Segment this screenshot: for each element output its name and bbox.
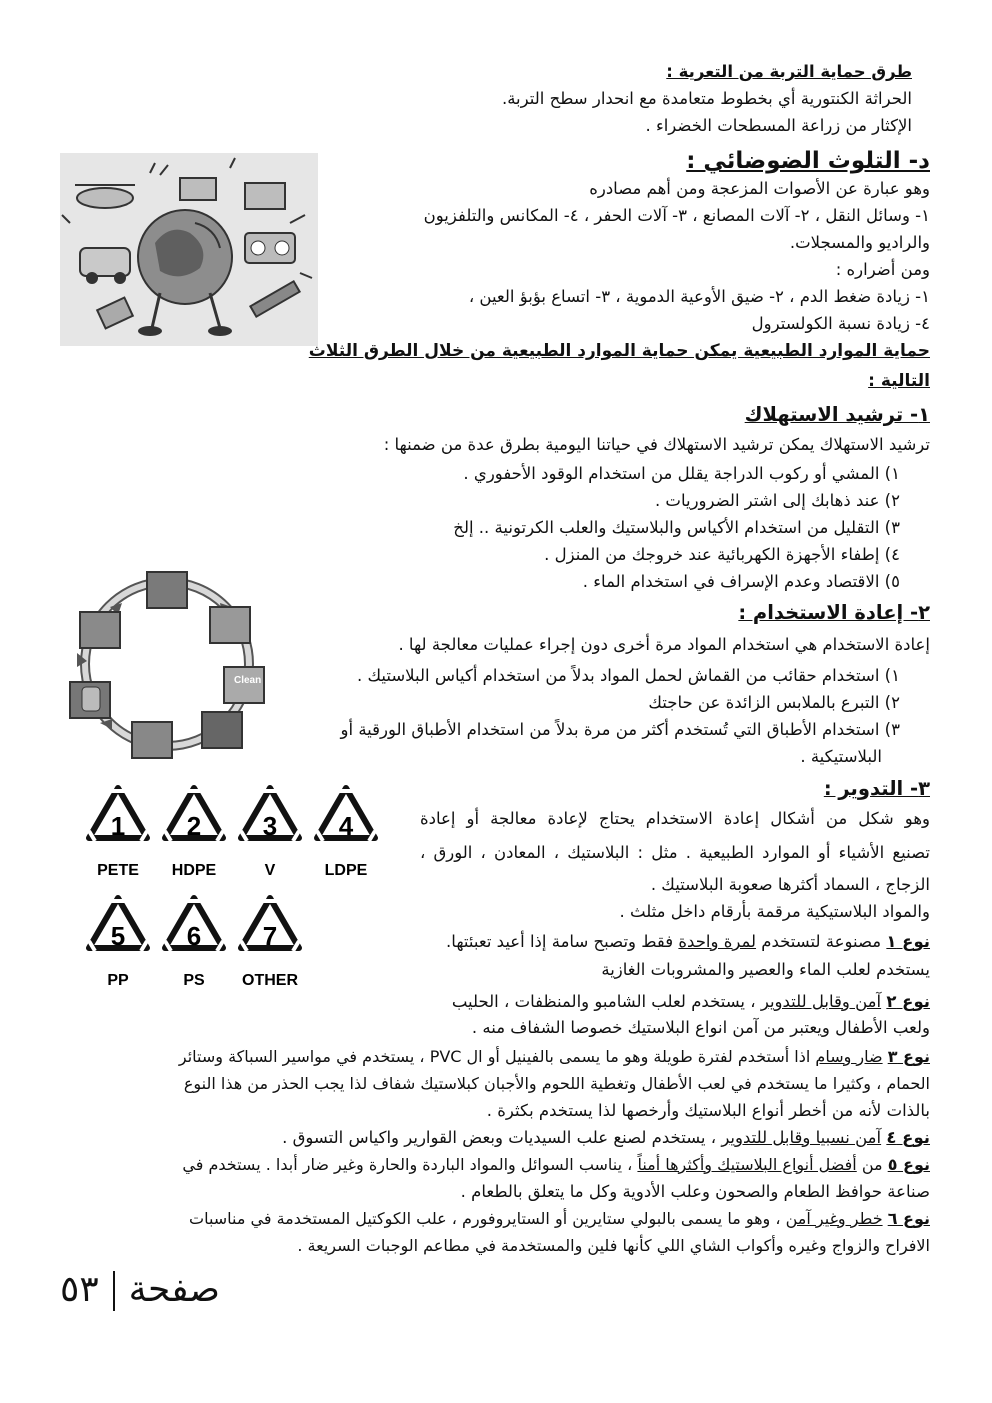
noise-sources-2: والراديو والمسجلات. <box>789 233 930 252</box>
recycling-p4: والمواد البلاستيكية مرقمة بأرقام داخل مثلث . <box>619 902 930 921</box>
soil-line-1: الحراثة الكنتورية أي بخطوط متعامدة مع انحدار سطح التربة. <box>501 89 912 108</box>
reuse-intro: إعادة الاستخدام هي استخدام المواد مرة أخرى دون إجراء عمليات معالجة لها . <box>398 635 930 654</box>
page-word: صفحة <box>128 1269 220 1310</box>
rationing-intro: ترشيد الاستهلاك يمكن ترشيد الاستهلاك في حياتنا اليومية بطرق عدة من ضمنها : <box>383 435 930 454</box>
type-3-line-1 <box>179 1045 930 1069</box>
symbol-5-number: 5 <box>110 921 126 951</box>
recycle-symbol-5 <box>89 898 147 989</box>
type-1-line-1 <box>446 930 930 954</box>
recycle-symbol-6 <box>165 898 223 989</box>
type-6-line-2: الافراح والزواج وغيره وأكواب الشاي اللي كأنها فلين والمستخدمة في مطاعم الوجبات السريعة . <box>297 1236 930 1255</box>
symbol-3-number: 3 <box>262 811 278 841</box>
type-3-label: نوع ٣ <box>887 1047 930 1066</box>
symbol-1-label: PETE <box>97 862 139 879</box>
soil-line-2: الإكثار من زراعة المسطحات الخضراء . <box>645 116 912 135</box>
type-6-label: نوع ٦ <box>887 1209 930 1228</box>
type-2-line-2: ولعب الأطفال ويعتبر من آمن انواع البلاستيك خصوصا الشفاف منه . <box>471 1018 930 1037</box>
recycling-p1: وهو شكل من أشكال إعادة الاستخدام يحتاج لإعادة معالجة أو إعادة <box>420 809 930 828</box>
reuse-item-2: ٢) التبرع بالملابس الزائدة عن حاجتك <box>648 693 900 712</box>
cycle-clean-label: Clean <box>234 675 262 686</box>
recycle-symbol-3 <box>241 788 299 879</box>
symbol-7-label: OTHER <box>242 972 298 989</box>
type-5-text-underlined: أفضل أنواع البلاستيك وأكثرها أمناً <box>637 1155 857 1174</box>
rationing-item-3: ٣) التقليل من استخدام الأكياس والبلاستيك والعلب الكرتونية .. إلخ <box>453 518 900 537</box>
type-1-text-b: فقط وتصبح سامة إذا أعيد تعبئتها. <box>446 932 674 951</box>
type-5-text-b: ، يناسب السوائل والمواد الباردة والحارة وغير ضار أبدا . يستخدم في <box>182 1155 633 1174</box>
symbol-5-label: PP <box>107 972 129 989</box>
rationing-item-4: ٤) إطفاء الأجهزة الكهربائية عند خروجك من المنزل . <box>544 545 900 564</box>
recycling-p2: تصنيع الأشياء أو الموارد الطبيعية . مثل : البلاستيك ، المعادن ، الورق ، <box>420 843 930 862</box>
rationing-item-5: ٥) الاقتصاد وعدم الإسراف في استخدام الماء . <box>582 572 900 591</box>
symbol-2-number: 2 <box>186 811 202 841</box>
type-3-line-3: بالذات لأنه من أخطر أنواع البلاستيك وأرخصها لذا يستخدم بكثرة . <box>486 1101 930 1120</box>
type-4-text-underlined: آمن نسبيا وقابل للتدوير <box>721 1128 882 1147</box>
noise-harms-1: ١- زيادة ضغط الدم ، ٢- ضيق الأوعية الدموية ، ٣- اتساع بؤبؤ العين ، <box>468 287 930 306</box>
rationing-item-2: ٢) عند ذهابك إلى اشتر الضروريات . <box>654 491 900 510</box>
noise-sources-1: ١- وسائل النقل ، ٢- آلات المصانع ، ٣- آلات الحفر ، ٤- المكانس والتلفزيون <box>423 206 930 225</box>
type-2-line-1 <box>452 990 930 1014</box>
recycling-heading: ٣- التدوير : <box>823 777 930 800</box>
soil-heading: طرق حماية التربة من التعرية : <box>666 62 912 81</box>
type-4-line-1 <box>282 1126 930 1150</box>
type-3-text-underlined: ضار وسام <box>815 1047 883 1066</box>
type-2-text-underlined: آمن وقابل للتدوير <box>760 992 882 1011</box>
reuse-item-3-cont: البلاستيكية . <box>800 747 882 766</box>
noise-intro: وهو عبارة عن الأصوات المزعجة ومن أهم مصادره <box>589 179 930 198</box>
recycle-symbol-2 <box>165 788 223 879</box>
rationing-heading: ١- ترشيد الاستهلاك <box>744 403 930 426</box>
page-footer <box>60 1268 220 1312</box>
recycling-p3: الزجاج ، السماد أكثرها صعوبة البلاستيك . <box>650 875 930 894</box>
noise-heading: د- التلوث الضوضائي : <box>686 148 930 174</box>
recycle-symbol-4 <box>317 788 375 879</box>
type-2-label: نوع ٢ <box>886 992 930 1011</box>
symbol-6-label: PS <box>183 972 205 989</box>
type-1-line-2: يستخدم لعلب الماء والعصير والمشروبات الغازية <box>601 960 930 979</box>
resources-heading-line-1: حماية الموارد الطبيعية يمكن حماية الموارد الطبيعية من خلال الطرق الثلاث <box>308 341 930 361</box>
noise-pollution-illustration <box>60 153 318 346</box>
type-3-text-b: اذا أستخدم لفترة طويلة وهو ما يسمى بالفينيل أو ال PVC ، يستخدم في مواسير السباكة وستائر <box>178 1047 811 1066</box>
reuse-cycle-illustration <box>52 567 282 762</box>
noise-harms-title: ومن أضراره : <box>835 260 930 279</box>
recycle-symbol-1 <box>89 788 147 879</box>
resources-heading-line-2: التالية : <box>868 371 930 391</box>
type-1-text-a: مصنوعة لتستخدم <box>761 932 882 951</box>
symbol-1-number: 1 <box>110 811 126 841</box>
type-6-text-b: ، وهو ما يسمى بالبولي ستايرين أو الستايروفورم ، علب الكوكتيل المستخدمة في مناسبات <box>189 1209 781 1228</box>
reuse-item-3: ٣) استخدام الأطباق التي تُستخدم أكثر من مرة بدلاً من استخدام الأطباق الورقية أو <box>340 720 900 739</box>
type-2-text-b: ، يستخدم لعلب الشامبو والمنظفات ، الحليب <box>451 992 756 1011</box>
footer-divider <box>113 1271 115 1311</box>
symbol-4-number: 4 <box>338 811 354 841</box>
plastic-recycling-symbols <box>80 783 385 993</box>
noise-harms-2: ٤- زيادة نسبة الكولسترول <box>751 314 930 333</box>
type-3-line-2: الحمام ، وكثيرا ما يستخدم في لعب الأطفال وتغطية اللحوم والأجبان كبلاستيك شفاف لذا يجب الحذر من هذا النوع <box>183 1074 930 1093</box>
type-5-label: نوع ٥ <box>887 1155 930 1174</box>
symbol-2-label: HDPE <box>171 862 217 879</box>
symbol-7-number: 7 <box>262 921 278 951</box>
type-5-line-1 <box>182 1153 930 1177</box>
type-1-text-underlined: لمرة واحدة <box>678 932 757 951</box>
symbol-6-number: 6 <box>186 921 202 951</box>
symbol-3-label: V <box>264 862 276 879</box>
type-6-line-1 <box>189 1207 930 1231</box>
symbol-4-label: LDPE <box>324 862 368 879</box>
recycle-symbol-7 <box>241 898 299 989</box>
reuse-heading: ٢- إعادة الاستخدام : <box>738 601 930 624</box>
reuse-item-1: ١) استخدام حقائب من القماش لحمل المواد بدلاً من استخدام أكياس البلاستيك . <box>356 666 900 685</box>
type-4-label: نوع ٤ <box>886 1128 930 1147</box>
rationing-item-1: ١) المشي أو ركوب الدراجة يقلل من استخدام الوقود الأحفوري . <box>463 464 900 483</box>
type-6-text-underlined: خطر وغير آمن <box>785 1209 883 1228</box>
page-number: ٥٣ <box>60 1269 99 1310</box>
type-1-label: نوع ١ <box>886 932 930 951</box>
type-4-text-b: ، يستخدم لصنع علب السيديات وبعض القوارير واكياس التسوق . <box>282 1128 717 1147</box>
type-5-line-2: صناعة حوافظ الطعام والصحون وعلب الأدوية وكل ما يتعلق بالطعام . <box>460 1182 930 1201</box>
type-5-text-a: من <box>861 1155 883 1174</box>
